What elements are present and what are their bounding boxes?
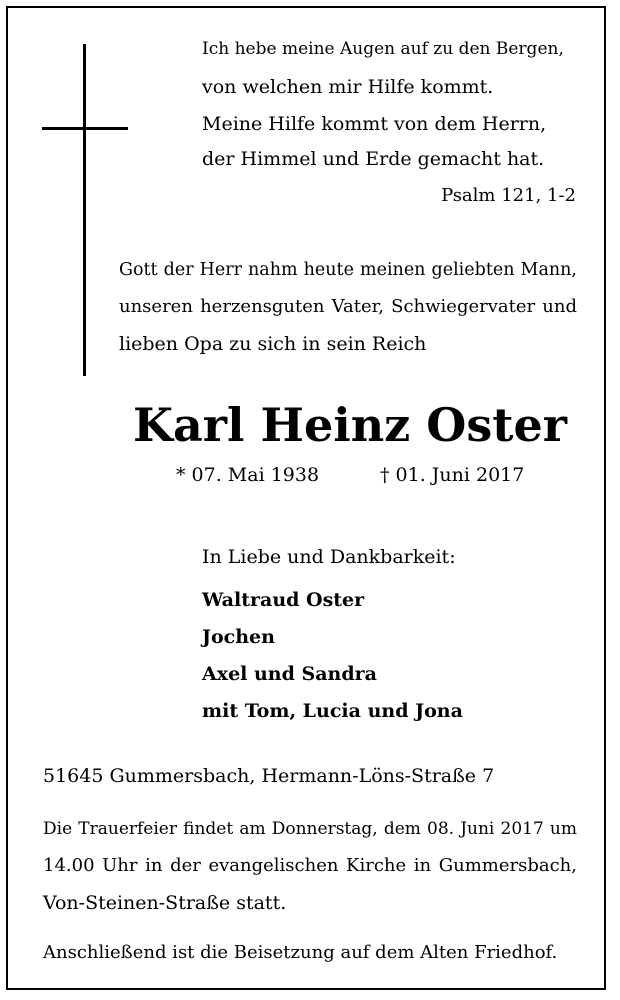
deceased-name: Karl Heinz Oster (132, 398, 567, 452)
announcement-line: Gott der Herr nahm heute meinen geliebten Mann, (119, 260, 577, 280)
ceremony-line: 14.00 Uhr in der evangelischen Kirche in Gummersbach, (43, 855, 577, 876)
cross-icon-bar (42, 127, 128, 130)
burial-note: Anschließend ist die Beisetzung auf dem Alten Friedhof. (43, 942, 558, 963)
mourner-name: Waltraud Oster (202, 589, 365, 611)
mourner-name: Axel und Sandra (202, 663, 377, 685)
announcement-line: unseren herzensguten Vater, Schwiegervater und (119, 296, 577, 317)
address: 51645 Gummersbach, Hermann-Löns-Straße 7 (43, 765, 495, 787)
announcement-line: lieben Opa zu sich in sein Reich (119, 333, 427, 355)
psalm-line: Ich hebe meine Augen auf zu den Bergen, (202, 39, 564, 59)
ceremony-line: Von-Steinen-Straße statt. (43, 892, 287, 914)
mourner-name: mit Tom, Lucia und Jona (202, 700, 463, 722)
psalm-line: Meine Hilfe kommt von dem Herrn, (202, 113, 547, 135)
mourners-intro: In Liebe und Dankbarkeit: (202, 546, 456, 568)
psalm-line: der Himmel und Erde gemacht hat. (202, 148, 545, 170)
death-date: † 01. Juni 2017 (380, 464, 525, 486)
cross-icon (83, 44, 86, 376)
birth-date: * 07. Mai 1938 (176, 464, 320, 486)
psalm-line: von welchen mir Hilfe kommt. (202, 76, 494, 98)
ceremony-line: Die Trauerfeier findet am Donnerstag, dem 08. Juni 2017 um (43, 819, 577, 839)
mourner-name: Jochen (202, 626, 275, 648)
psalm-reference: Psalm 121, 1-2 (441, 185, 576, 206)
